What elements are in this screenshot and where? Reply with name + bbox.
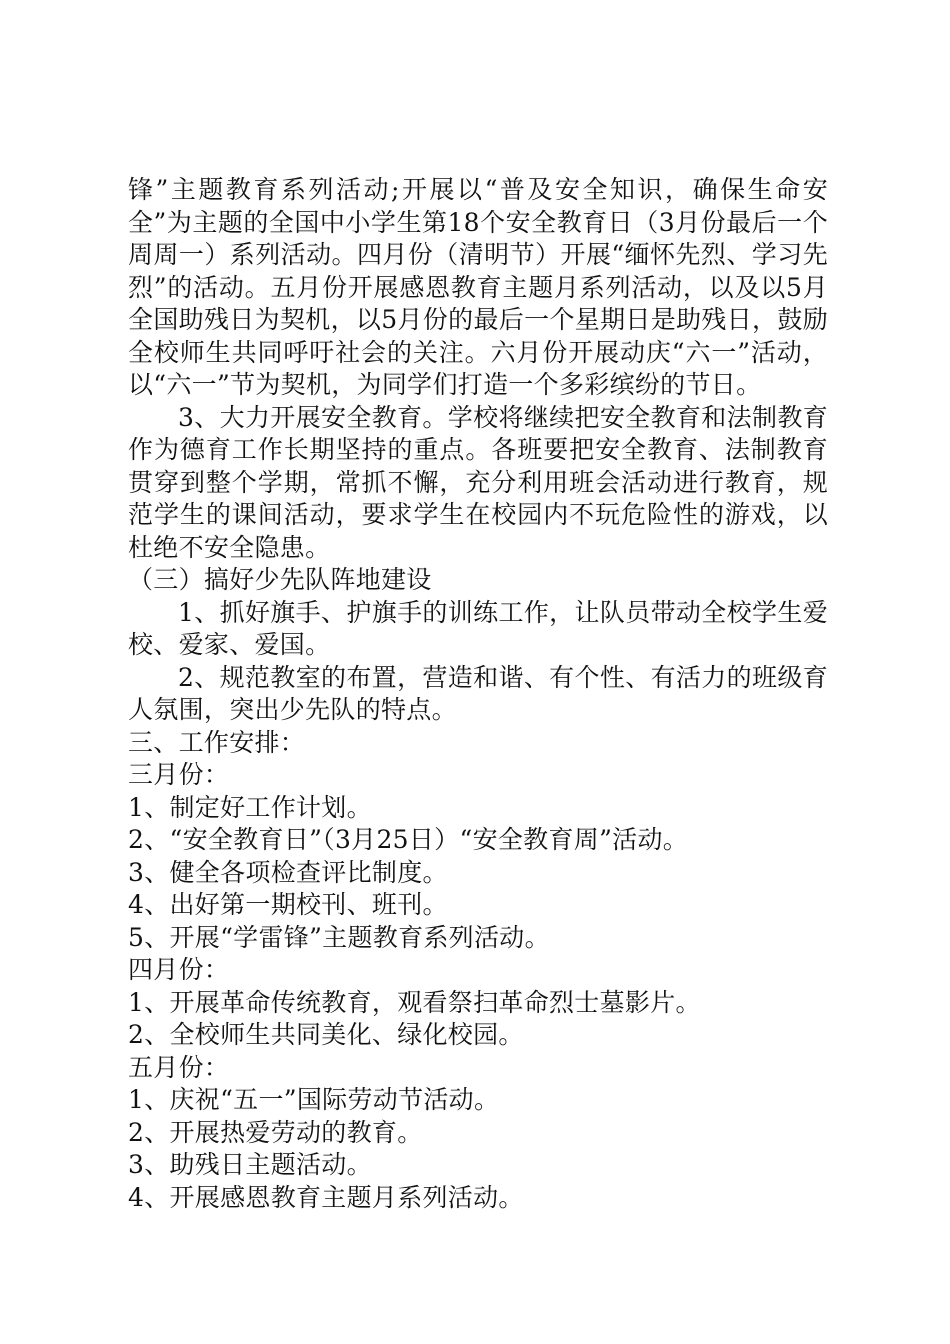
paragraph-classroom-layout: 2、规范教室的布置，营造和谐、有个性、有活力的班级育人氛围，突出少先队的特点。 — [128, 662, 828, 724]
month-heading-march: 三月份： — [128, 760, 230, 789]
list-item: 4、出好第一期校刊、班刊。 — [128, 890, 448, 919]
paragraph-activities-continued: 锋”主题教育系列活动;开展以“普及安全知识，确保生命安全”为主题的全国中小学生第18个安全教育日（3月份最后一个周周一）系列活动。四月份（清明节）开展“缅怀先烈、学习先烈”的活动。五月份开展感恩教育主题月系列活动，以及以5月全国助残日为契机，以5月份的最后一个星期日是助残日，鼓励全校师生共同呼吁社会的关注。六月份开展动庆“六一”活动，以“六一”节为契机，为同学们打造一个多彩缤纷的节日。 — [128, 175, 828, 399]
month-heading-april: 四月份： — [128, 955, 230, 984]
document-body — [128, 174, 828, 1214]
list-item: 1、庆祝“五一”国际劳动节活动。 — [128, 1085, 500, 1114]
section-heading-pioneers: （三）搞好少先队阵地建设 — [128, 565, 432, 594]
section-heading-work-schedule: 三、工作安排： — [128, 727, 306, 757]
month-heading-may: 五月份： — [128, 1052, 230, 1082]
list-item: 2、全校师生共同美化、绿化校园。 — [128, 1020, 524, 1049]
list-item: 4、开展感恩教育主题月系列活动。 — [128, 1182, 524, 1212]
paragraph-safety-education: 3、大力开展安全教育。学校将继续把安全教育和法制教育作为德育工作长期坚持的重点。各班要把安全教育、法制教育贯穿到整个学期，常抓不懈，充分利用班会活动进行教育，规范学生的课间活动，要求学生在校园内不玩危险性的游戏，以杜绝不安全隐患。 — [128, 402, 828, 562]
list-item: 2、开展热爱劳动的教育。 — [128, 1117, 423, 1147]
list-item: 3、健全各项检查评比制度。 — [128, 857, 448, 887]
list-item: 3、助残日主题活动。 — [128, 1150, 372, 1179]
list-item: 1、制定好工作计划。 — [128, 792, 372, 822]
list-item: 5、开展“学雷锋”主题教育系列活动。 — [128, 922, 550, 952]
list-item: 2、“安全教育日”（3月25日）“安全教育周”活动。 — [128, 825, 689, 854]
paragraph-flag-training: 1、抓好旗手、护旗手的训练工作，让队员带动全校学生爱校、爱家、爱国。 — [128, 597, 828, 659]
list-item: 1、开展革命传统教育，观看祭扫革命烈士墓影片。 — [128, 987, 701, 1017]
